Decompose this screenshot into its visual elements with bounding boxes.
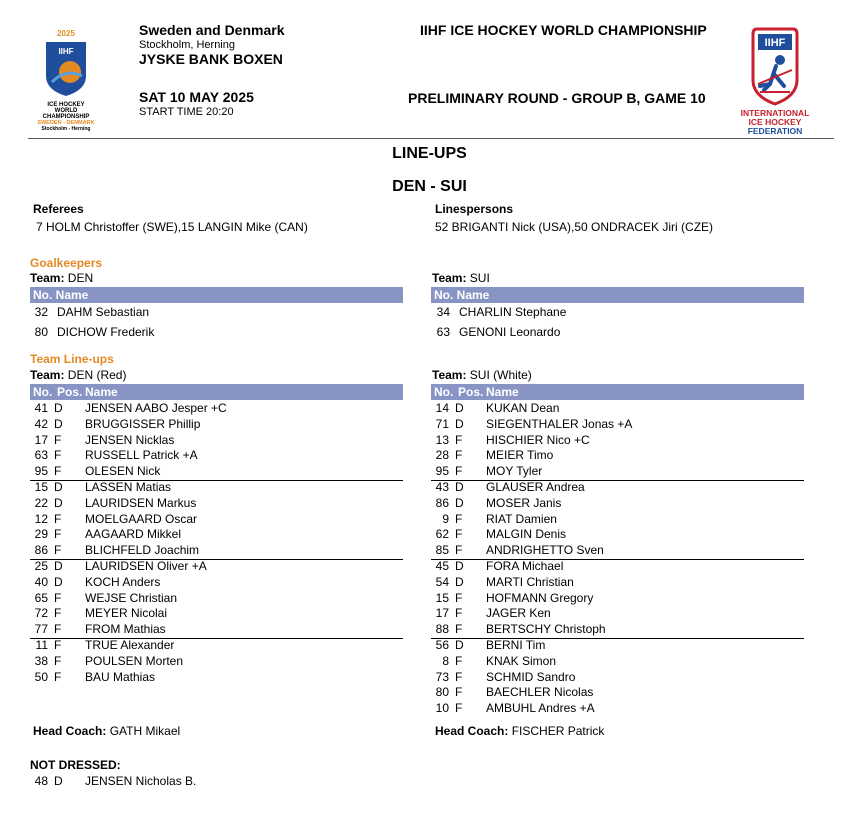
player-position: D (455, 416, 464, 431)
goalkeepers-away-team (432, 271, 490, 285)
not-dressed-label: NOT DRESSED: (30, 758, 121, 772)
player-position: D (455, 401, 464, 415)
player-name: JENSEN AABO Jesper +C (85, 401, 227, 415)
player-number: 32 (34, 305, 48, 319)
player-position: D (54, 401, 63, 415)
player-position: D (54, 480, 63, 494)
player-name: POULSEN Morten (85, 653, 184, 668)
player-position: F (455, 653, 463, 668)
player-number: 63 (34, 448, 48, 463)
player-position: F (455, 448, 463, 463)
player-name: MEIER Timo (486, 448, 554, 463)
venue: JYSKE BANK BOXEN (139, 51, 283, 67)
wc-logo-line5: Stockholm - Herning (41, 126, 91, 132)
championship-title: IIHF ICE HOCKEY WORLD CHAMPIONSHIP (420, 22, 707, 38)
player-number: 86 (435, 495, 449, 510)
player-position: F (54, 543, 62, 558)
start-time: START TIME 20:20 (139, 106, 234, 118)
column-header: No. Name (434, 288, 490, 302)
player-number: 62 (435, 527, 449, 542)
player-name: DAHM Sebastian (57, 305, 150, 319)
player-name: ANDRIGHETTO Sven (486, 543, 604, 558)
player-name: RIAT Damien (486, 511, 557, 526)
page-title: LINE-UPS (392, 145, 467, 162)
linespersons-list: 52 BRIGANTI Nick (USA),50 ONDRACEK Jiri (CZE) (435, 220, 714, 234)
player-name: BAECHLER Nicolas (486, 685, 594, 700)
iihf-logo-line3: FEDERATION (747, 126, 803, 136)
team-name: DEN (Red) (67, 368, 127, 382)
player-position: F (54, 622, 62, 637)
player-position: F (54, 638, 62, 652)
iihf-logo-mark: IIHF (764, 37, 786, 49)
player-number: 77 (34, 622, 48, 637)
head-coach-name: FISCHER Patrick (511, 724, 605, 738)
player-number: 17 (34, 432, 48, 447)
wc-logo-line1: ICE HOCKEY (47, 102, 85, 108)
player-position: F (54, 590, 62, 605)
player-position: F (455, 511, 463, 526)
head-coach-label: Head Coach: (33, 724, 107, 738)
host-cities: Stockholm, Herning (139, 39, 235, 51)
player-position: D (54, 559, 63, 573)
player-name: BAU Mathias (85, 669, 156, 684)
player-name: JENSEN Nicholas B. (85, 774, 197, 788)
player-number: 40 (34, 574, 48, 589)
player-number: 41 (34, 401, 48, 415)
player-position: F (54, 464, 62, 479)
player-number: 11 (35, 638, 48, 652)
player-number: 13 (435, 432, 449, 447)
goalkeepers-section-label: Goalkeepers (30, 256, 103, 270)
player-number: 56 (435, 638, 449, 652)
team-label: Team: (432, 271, 467, 285)
player-position: F (455, 622, 463, 637)
player-name: LAURIDSEN Oliver +A (85, 559, 207, 573)
column-header-pos: Pos. (57, 385, 83, 399)
player-position: D (54, 574, 63, 589)
player-position: F (455, 701, 463, 716)
player-number: 12 (34, 511, 48, 526)
player-position: F (455, 685, 463, 700)
wc-logo-line2: WORLD (54, 108, 78, 114)
player-number: 22 (34, 495, 48, 510)
player-position: D (455, 495, 464, 510)
player-position: F (455, 590, 463, 605)
team-label: Team: (432, 368, 467, 382)
player-number: 86 (34, 543, 48, 558)
player-number: 71 (435, 416, 449, 431)
player-number: 15 (435, 590, 449, 605)
player-name: HOFMANN Gregory (486, 590, 594, 605)
player-number: 10 (435, 701, 449, 716)
player-name: SCHMID Sandro (486, 669, 576, 684)
lineups-home-header (30, 384, 403, 400)
player-position: D (54, 416, 63, 431)
column-header-name: Name (85, 385, 118, 399)
iihf-logo-line2: ICE HOCKEY (748, 117, 802, 127)
player-name: TRUE Alexander (85, 638, 175, 652)
player-number: 17 (435, 606, 449, 621)
player-number: 85 (435, 543, 449, 558)
player-name: FROM Mathias (85, 622, 166, 637)
player-position: F (54, 432, 62, 447)
player-name: WEJSE Christian (85, 590, 178, 605)
team-name: SUI (469, 271, 490, 285)
player-name: HISCHIER Nico +C (486, 432, 590, 447)
player-name: BERNI Tim (486, 638, 546, 652)
player-name: BLICHFELD Joachim (85, 543, 200, 558)
player-name: MARTI Christian (486, 574, 574, 589)
player-number: 42 (34, 416, 48, 431)
player-name: JAGER Ken (486, 606, 551, 621)
player-position: D (455, 559, 464, 573)
player-number: 95 (435, 464, 449, 479)
player-number: 43 (435, 480, 449, 494)
player-name: BRUGGISSER Phillip (85, 416, 201, 431)
lineups-away-team (432, 368, 532, 382)
player-name: GENONI Leonardo (459, 325, 561, 339)
player-name: LAURIDSEN Markus (85, 495, 197, 510)
referees-label: Referees (33, 202, 84, 216)
player-number: 54 (435, 574, 449, 589)
team-name: DEN (67, 271, 94, 285)
goalkeepers-away-header (431, 287, 804, 303)
referees-list: 7 HOLM Christoffer (SWE),15 LANGIN Mike (CAN) (36, 220, 308, 234)
player-name: AAGAARD Mikkel (85, 527, 182, 542)
team-name: SUI (White) (469, 368, 532, 382)
player-name: KNAK Simon (486, 653, 557, 668)
player-position: F (455, 606, 463, 621)
column-header-no: No. (33, 385, 53, 399)
home-head-coach (33, 724, 180, 738)
wc-logo-line3: CHAMPIONSHIP (42, 114, 90, 120)
player-position: D (455, 574, 464, 589)
column-header: No. Name (33, 288, 89, 302)
player-name: MOELGAARD Oscar (85, 511, 198, 526)
wc-logo-iihf: IIHF (58, 47, 74, 56)
player-number: 73 (435, 669, 449, 684)
player-name: MOY Tyler (486, 464, 543, 479)
player-position: F (455, 432, 463, 447)
game-date: SAT 10 MAY 2025 (139, 89, 254, 105)
player-name: MOSER Janis (486, 495, 562, 510)
matchup-title: DEN - SUI (392, 178, 467, 195)
player-position: F (54, 527, 62, 542)
player-number: 9 (442, 511, 449, 526)
lineups-home-team (30, 368, 126, 382)
goalkeepers-home-team (30, 271, 93, 285)
goalkeepers-home-header (30, 287, 403, 303)
host-countries: Sweden and Denmark (139, 22, 285, 38)
player-position: F (455, 543, 463, 558)
column-header-name: Name (486, 385, 519, 399)
player-number: 38 (34, 653, 48, 668)
round-title: PRELIMINARY ROUND - GROUP B, GAME 10 (408, 90, 706, 106)
player-name: DICHOW Frederik (57, 325, 155, 339)
player-name: FORA Michael (486, 559, 564, 573)
team-label: Team: (30, 271, 65, 285)
wc-logo-year: 2025 (57, 29, 75, 38)
iihf-logo (730, 26, 820, 136)
player-number: 80 (435, 685, 449, 700)
iihf-logo-line1: INTERNATIONAL (740, 108, 810, 118)
player-number: 15 (34, 480, 48, 494)
player-number: 25 (34, 559, 48, 573)
player-name: KOCH Anders (85, 574, 161, 589)
away-head-coach (435, 724, 604, 738)
player-name: CHARLIN Stephane (459, 305, 567, 319)
player-position: F (54, 669, 62, 684)
player-number: 72 (34, 606, 48, 621)
header-divider (28, 138, 834, 139)
player-position: D (455, 480, 464, 494)
head-coach-label: Head Coach: (435, 724, 509, 738)
player-number: 95 (34, 464, 48, 479)
player-position: F (455, 669, 463, 684)
player-position: D (54, 495, 63, 510)
player-position: F (54, 606, 62, 621)
column-header-pos: Pos. (458, 385, 484, 399)
player-number: 28 (435, 448, 449, 463)
lineups-away-header (431, 384, 804, 400)
player-name: KUKAN Dean (486, 401, 560, 415)
player-number: 34 (436, 305, 450, 319)
player-position: D (455, 638, 464, 652)
wc-logo-line4: SWEDEN - DENMARK (37, 120, 95, 126)
player-position: D (54, 774, 63, 788)
player-name: RUSSELL Patrick +A (85, 448, 198, 463)
player-number: 29 (34, 527, 48, 542)
player-position: F (54, 653, 62, 668)
player-name: BERTSCHY Christoph (486, 622, 606, 637)
player-number: 63 (436, 325, 450, 339)
player-number: 45 (435, 559, 449, 573)
player-name: LASSEN Matias (85, 480, 172, 494)
player-number: 50 (34, 669, 48, 684)
player-position: F (455, 464, 463, 479)
player-name: MALGIN Denis (486, 527, 567, 542)
team-label: Team: (30, 368, 65, 382)
player-number: 48 (34, 774, 48, 788)
player-position: F (54, 511, 62, 526)
player-name: AMBUHL Andres +A (486, 701, 595, 716)
player-number: 14 (435, 401, 449, 415)
player-position: F (455, 527, 463, 542)
player-number: 80 (34, 325, 48, 339)
head-coach-name: GATH Mikael (109, 724, 181, 738)
player-position: F (54, 448, 62, 463)
player-number: 8 (442, 653, 449, 668)
player-name: GLAUSER Andrea (486, 480, 585, 494)
player-number: 88 (435, 622, 449, 637)
player-name: OLESEN Nick (85, 464, 161, 479)
championship-logo (30, 24, 102, 132)
player-name: SIEGENTHALER Jonas +A (486, 416, 633, 431)
player-number: 65 (34, 590, 48, 605)
linespersons-label: Linespersons (435, 202, 514, 216)
column-header-no: No. (434, 385, 454, 399)
lineups-section-label: Team Line-ups (30, 352, 114, 366)
player-name: JENSEN Nicklas (85, 432, 175, 447)
player-name: MEYER Nicolai (85, 606, 168, 621)
